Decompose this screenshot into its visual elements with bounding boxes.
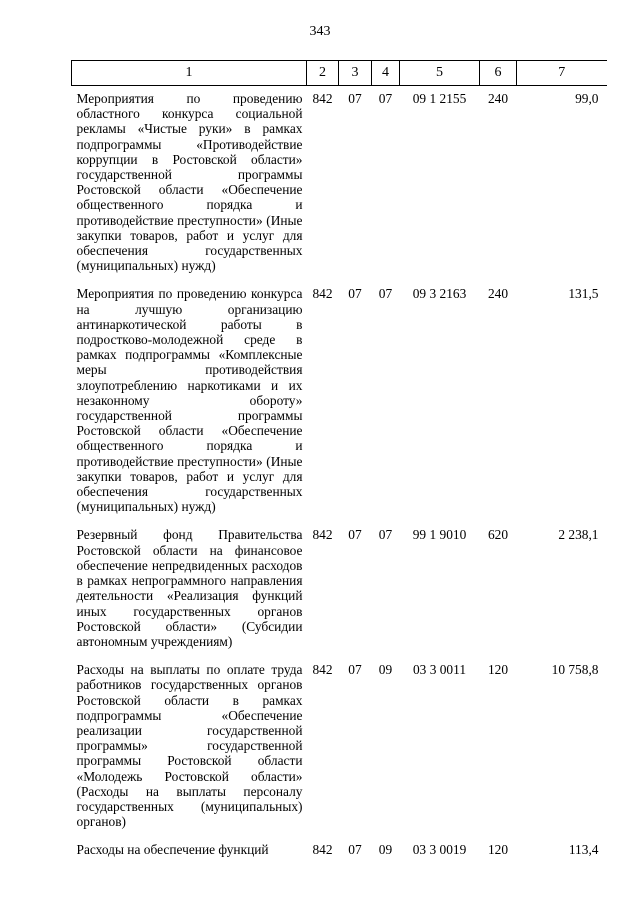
row-subsection: 09	[378, 842, 393, 858]
table-row	[72, 657, 607, 837]
row-admin-code: 842	[312, 286, 333, 302]
row-description: Резервный фонд Правительства Ростовской области на финансовое обеспечение непредвиденных расходов в рамках непрограммного направления деятельности «Реализация функций иных государственных органов Ростовской области» (Субсидии автономным учреждениям)	[76, 527, 303, 649]
row-amount: 99,0	[575, 91, 599, 106]
row-expense-type: 120	[487, 662, 509, 678]
row-description: Мероприятия по проведению конкурса на лучшую организацию антинаркотической работы в подростково-молодежной среде в рамках подпрограммы «Комплексные меры противодействия злоупотреблению наркотиками и их незаконному обороту» государственной программы Ростовской области «Обеспечение общественного порядка и противодействие преступности» (Иные закупки товаров, работ и услуг для обеспечения государственных (муниципальных) нужд)	[76, 286, 303, 515]
table-row	[72, 281, 607, 522]
table-row	[72, 837, 607, 865]
column-header-4: 4	[372, 61, 400, 86]
row-amount: 10 758,8	[551, 662, 599, 678]
row-admin-code: 842	[312, 91, 333, 106]
page-number: 343	[309, 24, 331, 39]
row-subsection: 09	[378, 662, 393, 678]
row-target-article: 03 3 0011	[412, 662, 467, 678]
row-admin-code: 842	[312, 842, 333, 858]
budget-table	[71, 60, 607, 866]
row-target-article: 99 1 9010	[412, 527, 467, 543]
row-amount: 2 238,1	[558, 527, 599, 543]
header-row	[72, 61, 607, 86]
row-target-article: 09 1 2155	[412, 91, 467, 106]
row-expense-type: 240	[487, 286, 509, 302]
table-row	[72, 522, 607, 657]
row-amount: 131,5	[568, 286, 599, 302]
row-section: 07	[348, 842, 362, 858]
row-section: 07	[348, 662, 362, 678]
row-section: 07	[348, 286, 362, 302]
row-subsection: 07	[378, 286, 393, 302]
row-description: Расходы на выплаты по оплате труда работников государственных органов Ростовской области в рамках подпрограммы «Обеспечение реализации государственной программы» государственной программы Ростовской области «Молодежь Ростовской области» (Расходы на выплаты персоналу государственных (муниципальных) органов)	[76, 662, 303, 830]
row-expense-type: 240	[487, 91, 509, 106]
row-admin-code: 842	[312, 527, 333, 543]
row-section: 07	[348, 91, 362, 106]
row-description: Мероприятия по проведению областного конкурса социальной рекламы «Чистые руки» в рамках подпрограммы «Противодействие коррупции в Ростовской области» государственной программы Ростовской области «Обеспечение общественного порядка и противодействие преступности» (Иные закупки товаров, работ и услуг для обеспечения государственных (муниципальных) нужд)	[76, 91, 303, 274]
row-subsection: 07	[378, 527, 393, 543]
row-section: 07	[348, 527, 362, 543]
row-expense-type: 620	[487, 527, 509, 543]
row-description: Расходы на обеспечение функций	[76, 842, 269, 858]
column-header-3: 3	[339, 61, 372, 86]
column-header-7: 7	[517, 61, 607, 86]
row-admin-code: 842	[312, 662, 333, 678]
row-subsection: 07	[378, 91, 393, 106]
column-header-5: 5	[400, 61, 480, 86]
column-header-2: 2	[307, 61, 339, 86]
row-target-article: 03 3 0019	[412, 842, 467, 858]
column-header-1: 1	[72, 61, 307, 86]
row-amount: 113,4	[568, 842, 599, 858]
column-header-6: 6	[480, 61, 517, 86]
row-expense-type: 120	[487, 842, 509, 858]
row-target-article: 09 3 2163	[412, 286, 467, 302]
table-row	[72, 86, 607, 282]
